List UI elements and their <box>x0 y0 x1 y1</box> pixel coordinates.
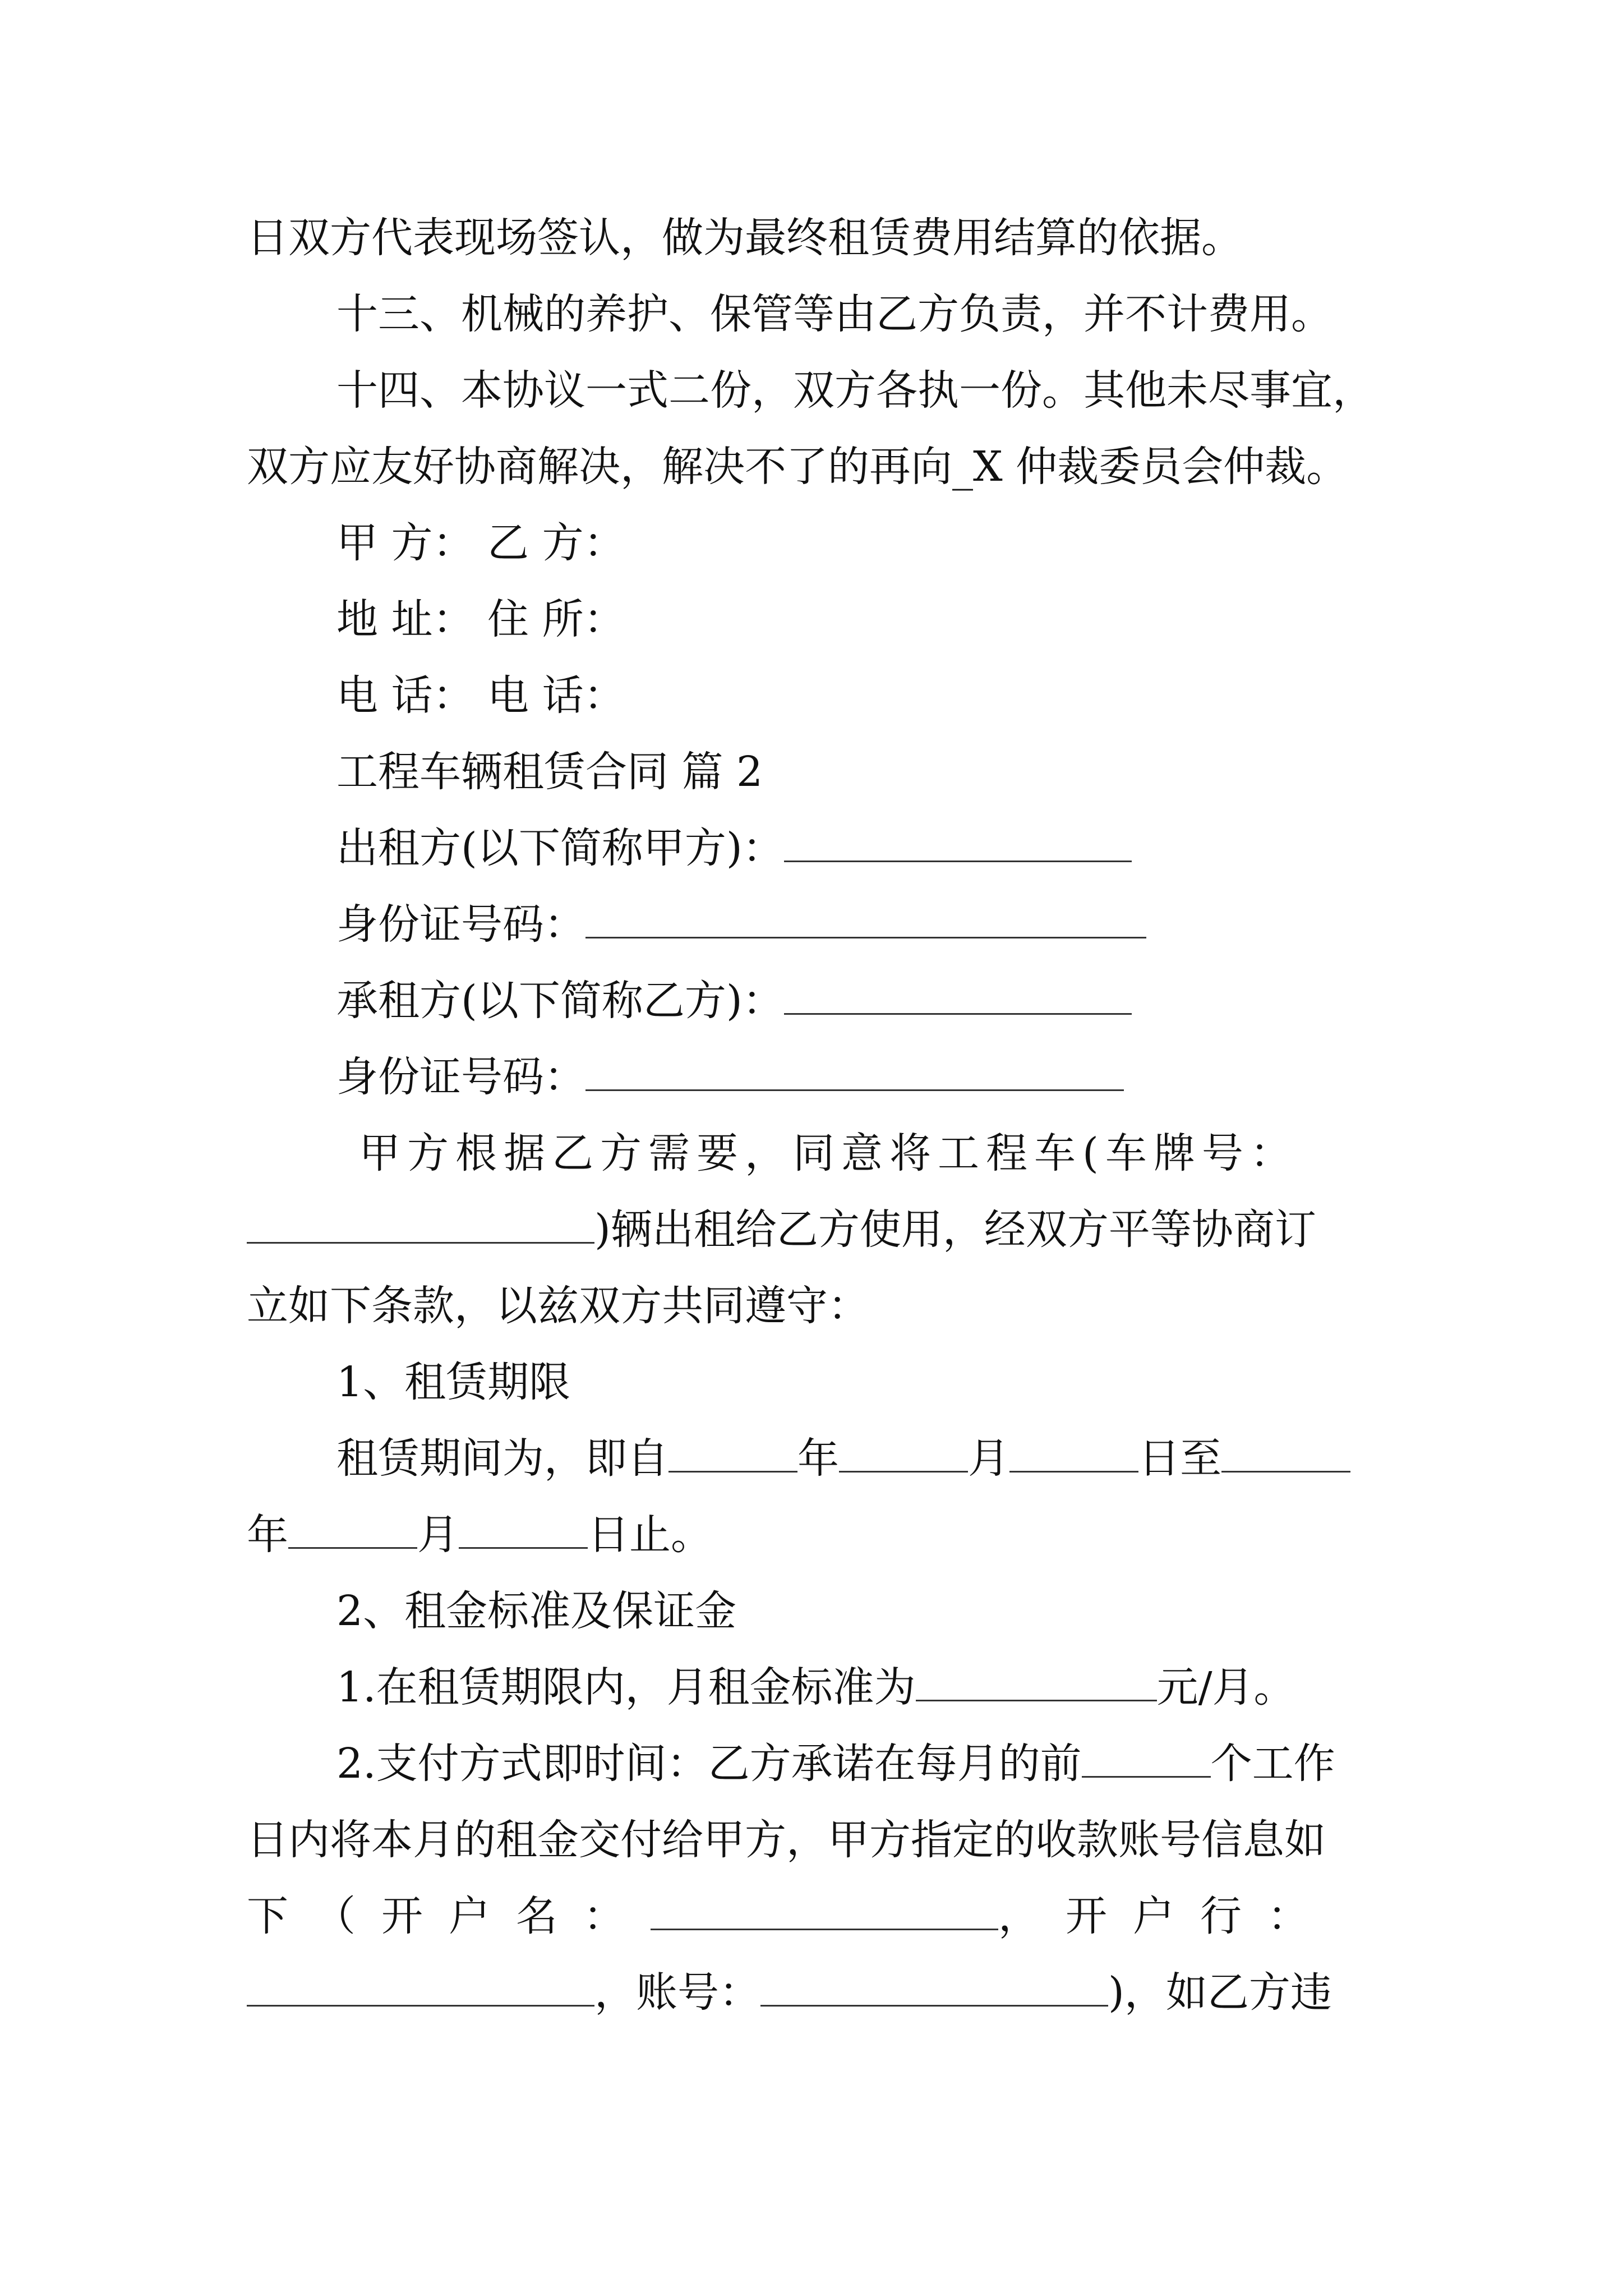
id-number-label: 身份证号码： <box>336 900 585 949</box>
monthly-rent-blank <box>916 1656 1157 1701</box>
lessee-id-row <box>336 1043 1124 1111</box>
year-label: 年 <box>247 1511 288 1559</box>
account-name-blank <box>651 1885 998 1930</box>
signature-party-line: 甲 方： 乙 方： <box>336 519 625 567</box>
bank-name-blank <box>247 1961 594 2007</box>
payment-line-3 <box>247 1883 1335 1950</box>
clause-12-end: 日双方代表现场签认，做为最终租赁费用结算的依据。 <box>247 214 1243 262</box>
account-name-label: 下（开户名： <box>247 1892 651 1940</box>
id-number-label: 身份证号码： <box>336 1053 585 1101</box>
day-end-label: 日止。 <box>588 1511 712 1559</box>
lessor-name-blank <box>784 817 1132 862</box>
plate-number-blank <box>247 1198 594 1244</box>
signature-address-line: 地 址： 住 所： <box>336 595 625 643</box>
payment-line-2: 日内将本月的租金交付给甲方，甲方指定的收款账号信息如 <box>247 1816 1326 1864</box>
intro-line-3: 立如下条款，以兹双方共同遵守： <box>247 1282 869 1330</box>
end-day-blank <box>459 1503 588 1549</box>
rent-line <box>336 1654 1295 1721</box>
intro-line-2-text: )辆出租给乙方使用，经双方平等协商订 <box>594 1205 1316 1254</box>
rent-unit: 元/月。 <box>1156 1663 1295 1711</box>
month-label: 月 <box>417 1511 459 1559</box>
end-month-blank <box>288 1503 417 1549</box>
payment-line-1 <box>336 1730 1335 1797</box>
month-label: 月 <box>968 1434 1009 1483</box>
start-year-blank <box>668 1427 797 1473</box>
payment-workday-label: 个工作 <box>1210 1740 1335 1788</box>
bank-label: ，开户行： <box>998 1892 1335 1940</box>
lessee-id-blank <box>585 1046 1124 1091</box>
section-1-title: 1、租赁期限 <box>336 1358 571 1406</box>
lessee-row <box>336 967 1132 1034</box>
rent-label: 1.在租赁期限内，月租金标准为 <box>336 1663 916 1711</box>
day-to-label: 日至 <box>1138 1434 1221 1483</box>
lessee-name-blank <box>784 969 1132 1015</box>
lease-term-intro: 租赁期间为，即自 <box>336 1434 668 1483</box>
end-year-blank <box>1221 1427 1350 1473</box>
lessee-label: 承租方(以下简称乙方)： <box>336 977 784 1025</box>
account-number-label: ，账号： <box>594 1968 760 2017</box>
clause-13: 十三、机械的养护、保管等由乙方负责，并不计费用。 <box>336 290 1332 338</box>
payment-days-blank <box>1082 1732 1211 1778</box>
section-2-title: 2、租金标准及保证金 <box>336 1587 737 1635</box>
account-number-blank <box>760 1961 1108 2007</box>
intro-line-2 <box>247 1196 1316 1263</box>
lease-term-line-1 <box>336 1425 1350 1492</box>
clause-14-line-1: 十四、本协议一式二份，双方各执一份。其他未尽事宜， <box>336 366 1374 415</box>
payment-label: 2.支付方式即时间：乙方承诺在每月的前 <box>336 1740 1082 1788</box>
signature-phone-line: 电 话： 电 话： <box>336 671 625 720</box>
lessor-id-row <box>336 891 1146 958</box>
start-month-blank <box>839 1427 968 1473</box>
lessor-id-blank <box>585 893 1146 938</box>
contract-title: 工程车辆租赁合同 篇 2 <box>336 748 763 796</box>
payment-line-4 <box>247 1959 1332 2026</box>
payment-line-4-end: )，如乙方违 <box>1108 1968 1332 2017</box>
start-day-blank <box>1009 1427 1138 1473</box>
clause-14-line-2: 双方应友好协商解决，解决不了的再向_X 仲裁委员会仲裁。 <box>247 443 1348 491</box>
intro-line-1: 甲方根据乙方需要，同意将工程车(车牌号： <box>359 1129 1298 1177</box>
lessor-label: 出租方(以下简称甲方)： <box>336 824 784 872</box>
lease-term-line-2 <box>247 1501 712 1568</box>
lessor-row <box>336 815 1132 882</box>
year-label: 年 <box>797 1434 839 1483</box>
